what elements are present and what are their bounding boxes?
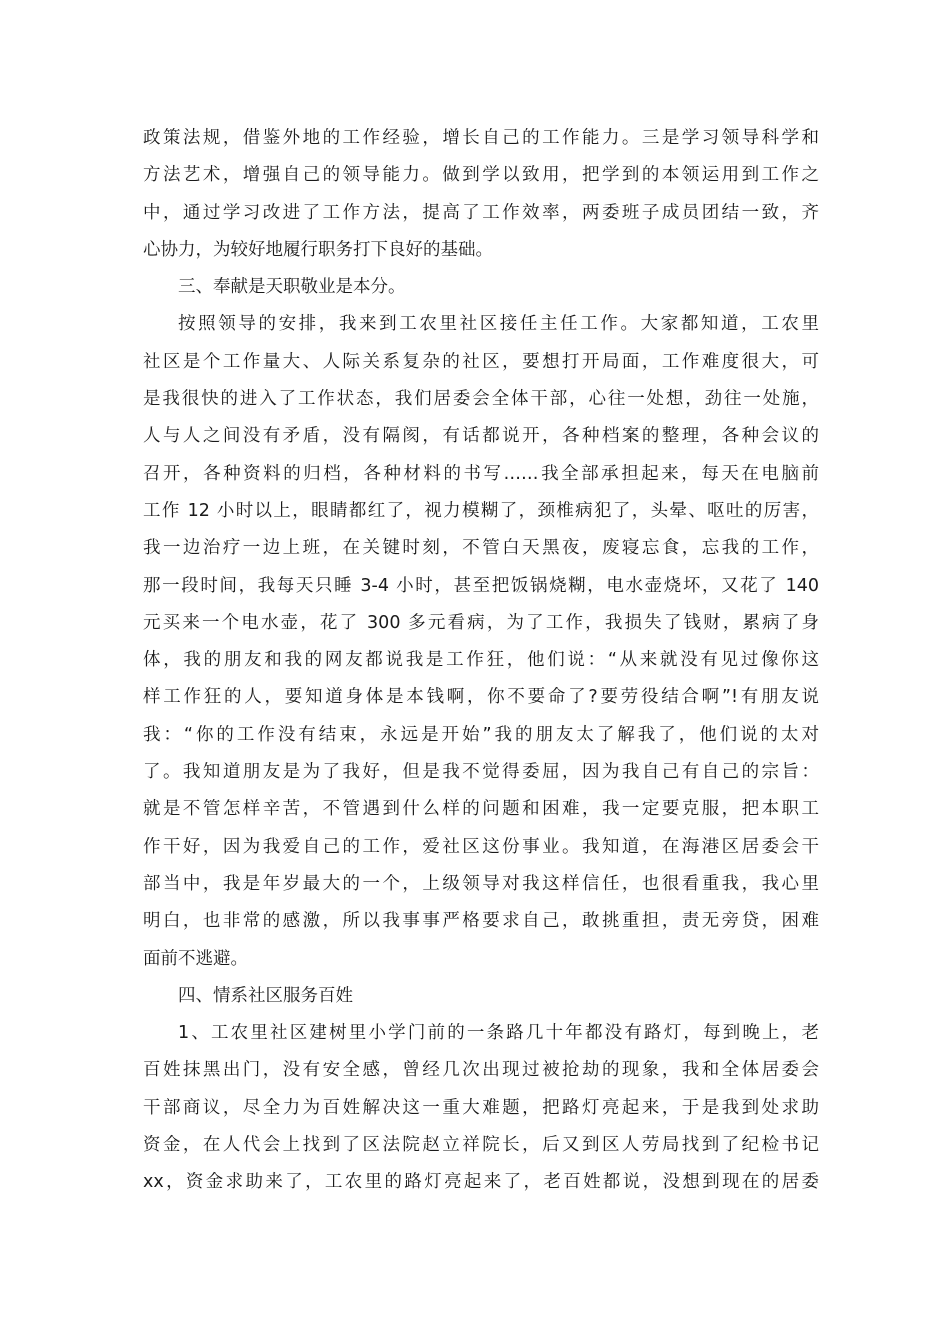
- text-line: 了。我知道朋友是为了我好，但是我不觉得委屈，因为我自己有自己的宗旨：: [143, 762, 819, 783]
- text-line: 政策法规，借鉴外地的工作经验，增长自己的工作能力。三是学习领导科学和: [143, 128, 819, 148]
- text-line: 明白，也非常的感激，所以我事事严格要求自己，敢挑重担，责无旁贷，困难: [143, 911, 819, 932]
- text-line: 人与人之间没有矛盾，没有隔阂，有话都说开，各种档案的整理，各种会议的: [143, 426, 819, 447]
- text-line: 工作 12 小时以上，眼睛都红了，视力模糊了，颈椎病犯了，头晕、呕吐的厉害，: [143, 500, 819, 521]
- text-line: 部当中，我是年岁最大的一个，上级领导对我这样信任，也很看重我，我心里: [143, 873, 819, 894]
- text-line: 方法艺术，增强自己的领导能力。做到学以致用，把学到的本领运用到工作之: [143, 165, 819, 186]
- document-body: [143, 120, 819, 1202]
- text-line: 百姓抹黑出门，没有安全感，曾经几次出现过被抢劫的现象，我和全体居委会: [143, 1060, 819, 1081]
- text-line: 资金，在人代会上找到了区法院赵立祥院长，后又到区人劳局找到了纪检书记: [143, 1135, 819, 1156]
- text-line: 是我很快的进入了工作状态，我们居委会全体干部，心往一处想，劲往一处施，: [143, 389, 819, 410]
- text-line: 按照领导的安排，我来到工农里社区接任主任工作。大家都知道，工农里: [178, 314, 819, 335]
- text-line: 社区是个工作量大、人际关系复杂的社区，要想打开局面，工作难度很大，可: [143, 351, 819, 372]
- text-line: 干部商议，尽全力为百姓解决这一重大难题，把路灯亮起来，于是我到处求助: [143, 1097, 819, 1118]
- text-line: 体，我的朋友和我的网友都说我是工作狂，他们说：“从来就没有见过像你这: [143, 650, 819, 671]
- text-line: 召开，各种资料的归档，各种材料的书写……我全部承担起来，每天在电脑前: [143, 463, 819, 484]
- text-line: 作干好，因为我爱自己的工作，爱社区这份事业。我知道，在海港区居委会干: [143, 836, 819, 857]
- text-line: 样工作狂的人，要知道身体是本钱啊，你不要命了?要劳役结合啊”!有朋友说: [143, 687, 819, 708]
- text-line: 就是不管怎样辛苦，不管遇到什么样的问题和困难，我一定要克服，把本职工: [143, 799, 819, 820]
- text-line: 心协力，为较好地履行职务打下良好的基础。: [143, 239, 493, 260]
- text-line: xx，资金求助来了，工农里的路灯亮起来了，老百姓都说，没想到现在的居委: [143, 1172, 819, 1193]
- text-line: 四、情系社区服务百姓: [178, 985, 353, 1006]
- text-line: 我：“你的工作没有结束，永远是开始”我的朋友太了解我了，他们说的太对: [143, 724, 819, 745]
- text-line: 1、工农里社区建树里小学门前的一条路几十年都没有路灯，每到晚上，老: [178, 1023, 819, 1044]
- text-line: 面前不逃避。: [143, 948, 248, 969]
- text-line: 三、奉献是天职敬业是本分。: [178, 277, 406, 298]
- text-line: 中，通过学习改进了工作方法，提高了工作效率，两委班子成员团结一致，齐: [143, 202, 819, 223]
- text-line: 我一边治疗一边上班，在关键时刻，不管白天黑夜，废寝忘食，忘我的工作，: [143, 538, 819, 559]
- text-line: 元买来一个电水壶，花了 300 多元看病，为了工作，我损失了钱财，累病了身: [143, 612, 819, 633]
- text-line: 那一段时间，我每天只睡 3-4 小时，甚至把饭锅烧糊，电水壶烧坏，又花了 140: [143, 575, 819, 596]
